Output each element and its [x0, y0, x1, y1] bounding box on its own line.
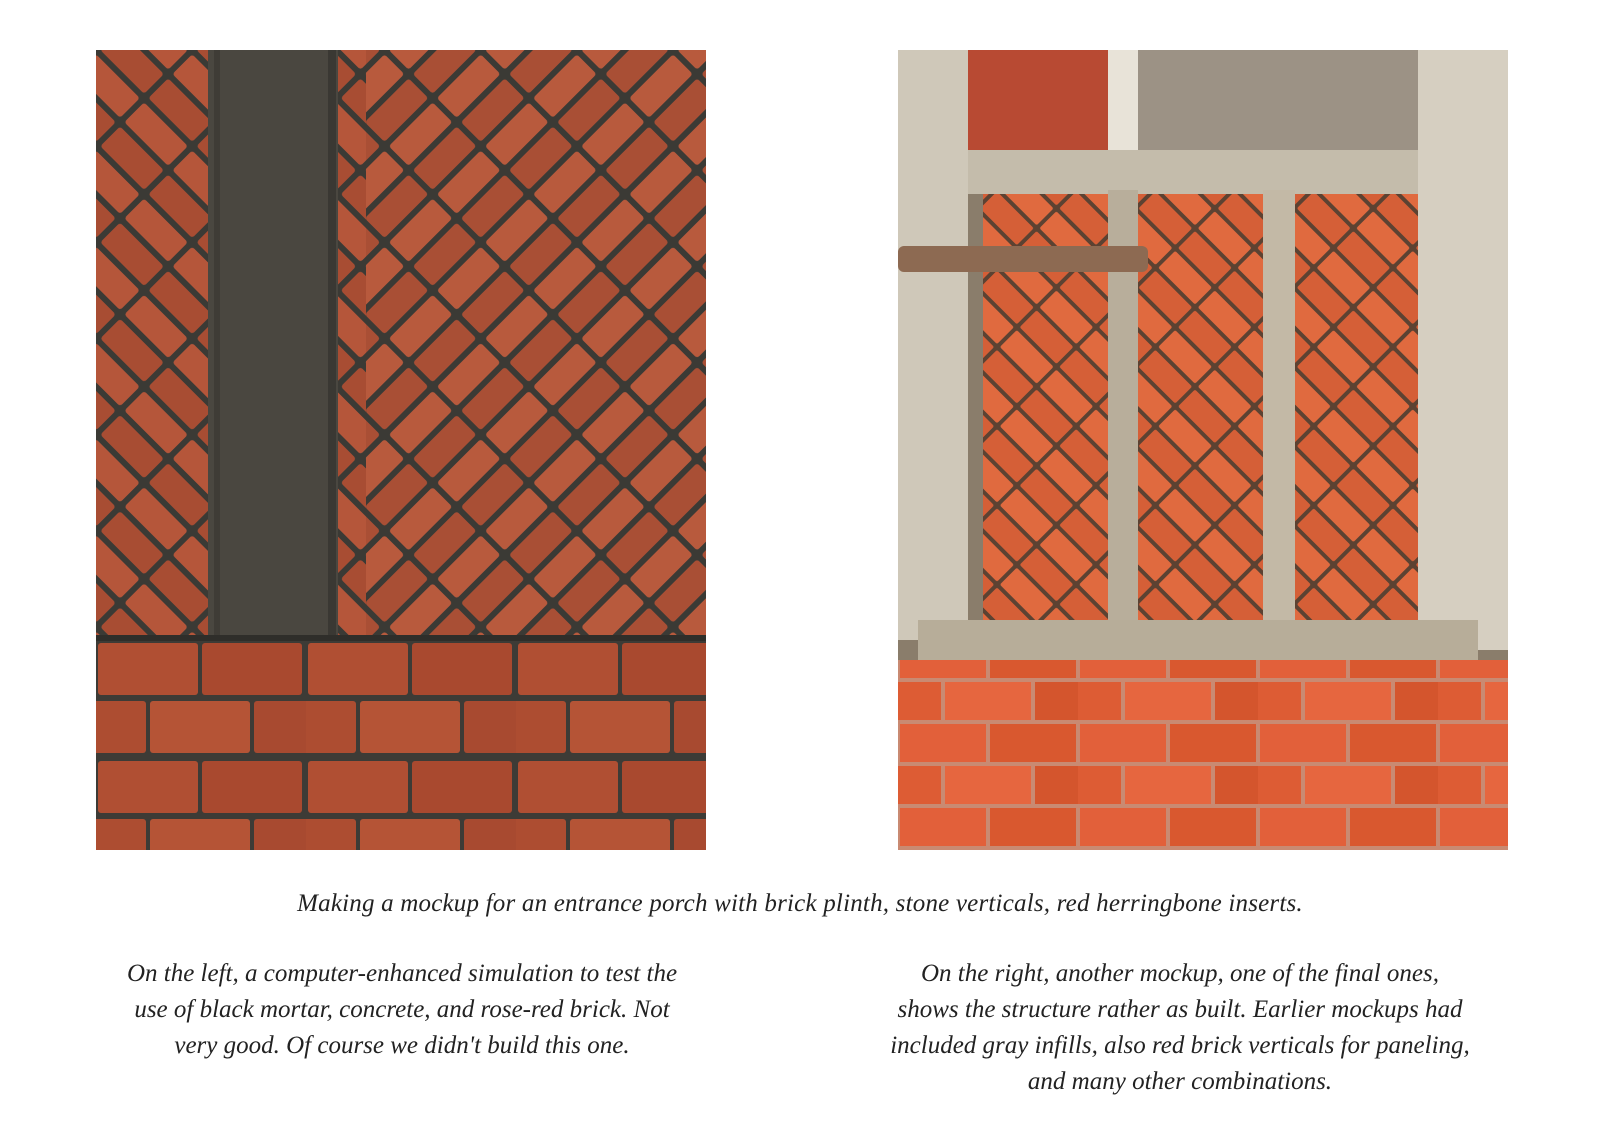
photo-left-simulation [96, 50, 706, 850]
photo-right-built-mockup [898, 50, 1508, 850]
caption-left-line: use of black mortar, concrete, and rose-red brick. Not [134, 996, 670, 1023]
built-mockup-photo-image [898, 50, 1508, 850]
caption-right-line: shows the structure rather as built. Earlier mockups had [897, 996, 1463, 1023]
caption-right-line: On the right, another mockup, one of the final ones, [921, 960, 1439, 987]
caption-right-line: included gray infills, also red brick verticals for paneling, [890, 1032, 1470, 1059]
caption-left-line: On the left, a computer-enhanced simulation to test the [126, 960, 678, 987]
caption-right [830, 956, 1530, 1100]
caption-left [52, 956, 752, 1064]
simulation-photo-image [96, 50, 706, 850]
figure-caption-main: Making a mockup for an entrance porch with brick plinth, stone verticals, red herringbone inserts. [297, 890, 1303, 917]
caption-left-line: very good. Of course we didn't build this one. [174, 1032, 630, 1059]
caption-right-line: and many other combinations. [1027, 1068, 1333, 1095]
